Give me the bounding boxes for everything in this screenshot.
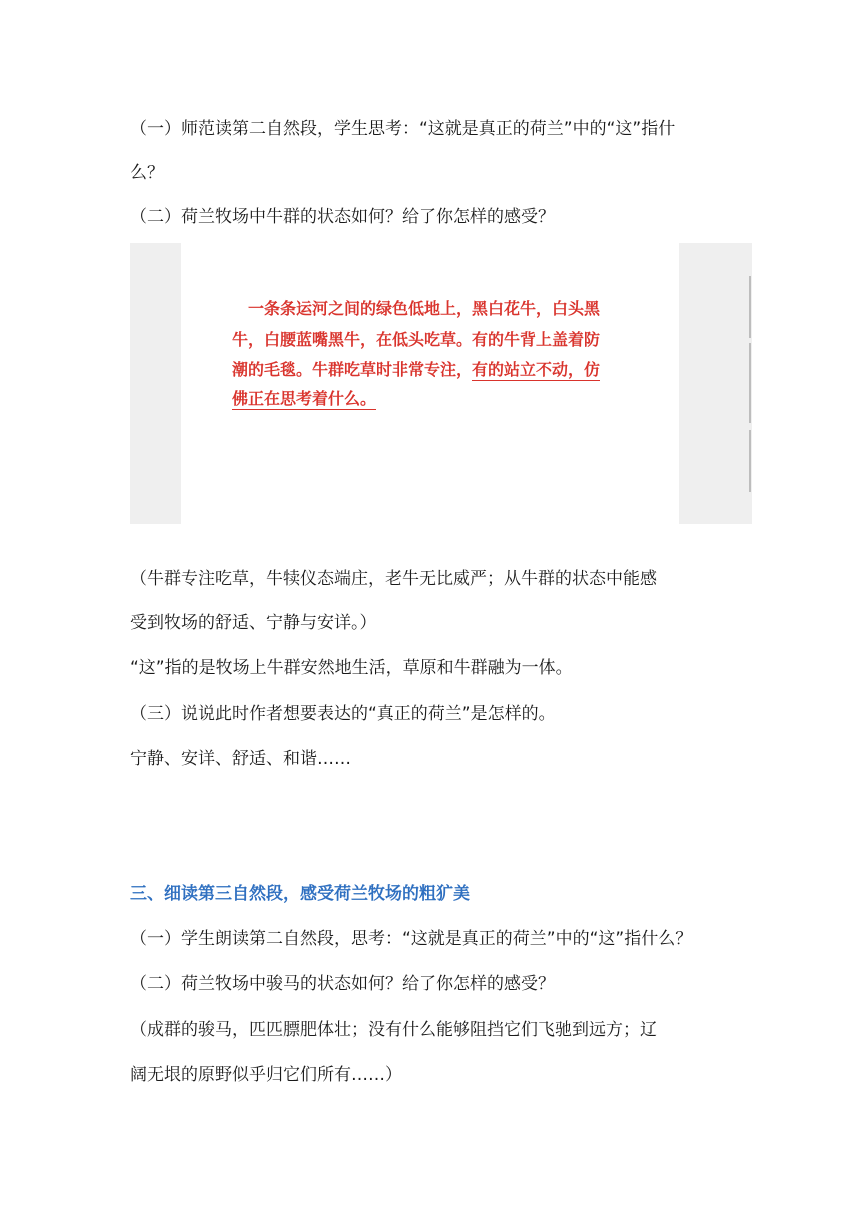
excerpt-line-2: 牛，白腰蓝嘴黑牛，在低头吃草。有的牛背上盖着防 <box>232 330 601 349</box>
answer-3: 宁静、安详、舒适、和谐…… <box>130 749 351 769</box>
question-1: （一）学生朗读第二自然段，思考：“这就是真正的荷兰”中的“这”指什么？ <box>130 929 693 949</box>
scrollbar-segment <box>749 276 751 338</box>
answer-2-line-2: 阔无垠的原野似乎归它们所有……） <box>130 1065 402 1085</box>
answer-2-line-2: 受到牧场的舒适、宁静与安详。） <box>130 613 377 633</box>
question-2: （二）荷兰牧场中牛群的状态如何？给了你怎样的感受？ <box>130 207 555 227</box>
excerpt-line-4 <box>232 389 376 409</box>
excerpt-underlined-text: 佛正在思考着什么。 <box>232 389 377 408</box>
scrollbar-segment <box>749 343 751 423</box>
excerpt-canvas <box>181 243 679 524</box>
question-3: （三）说说此时作者想要表达的“真正的荷兰”是怎样的。 <box>130 704 556 724</box>
excerpt-line-1: 一条条运河之间的绿色低地上，黑白花牛，白头黑 <box>232 299 601 318</box>
question-1-line-1: （一）师范读第二自然段，学生思考：“这就是真正的荷兰”中的“这”指什 <box>130 119 676 139</box>
answer-2-line-1: （成群的骏马，匹匹膘肥体壮；没有什么能够阻挡它们飞驰到远方；辽 <box>130 1020 657 1040</box>
excerpt-line-3 <box>232 360 600 380</box>
excerpt-image <box>130 243 752 524</box>
question-1-line-2: 么？ <box>130 163 164 183</box>
answer-2-line-1: （牛群专注吃草，牛犊仪态端庄，老牛无比威严；从牛群的状态中能感 <box>130 569 657 589</box>
question-2: （二）荷兰牧场中骏马的状态如何？给了你怎样的感受？ <box>130 974 555 994</box>
excerpt-line-3-plain: 潮的毛毯。牛群吃草时非常专注， <box>232 360 473 379</box>
excerpt-underlined-text: 有的站立不动，仿 <box>472 360 601 379</box>
answer-2-line-3: “这”指的是牧场上牛群安然地生活，草原和牛群融为一体。 <box>130 658 573 678</box>
scrollbar-segment <box>749 430 751 492</box>
section-heading: 三、细读第三自然段，感受荷兰牧场的粗犷美 <box>130 884 470 904</box>
